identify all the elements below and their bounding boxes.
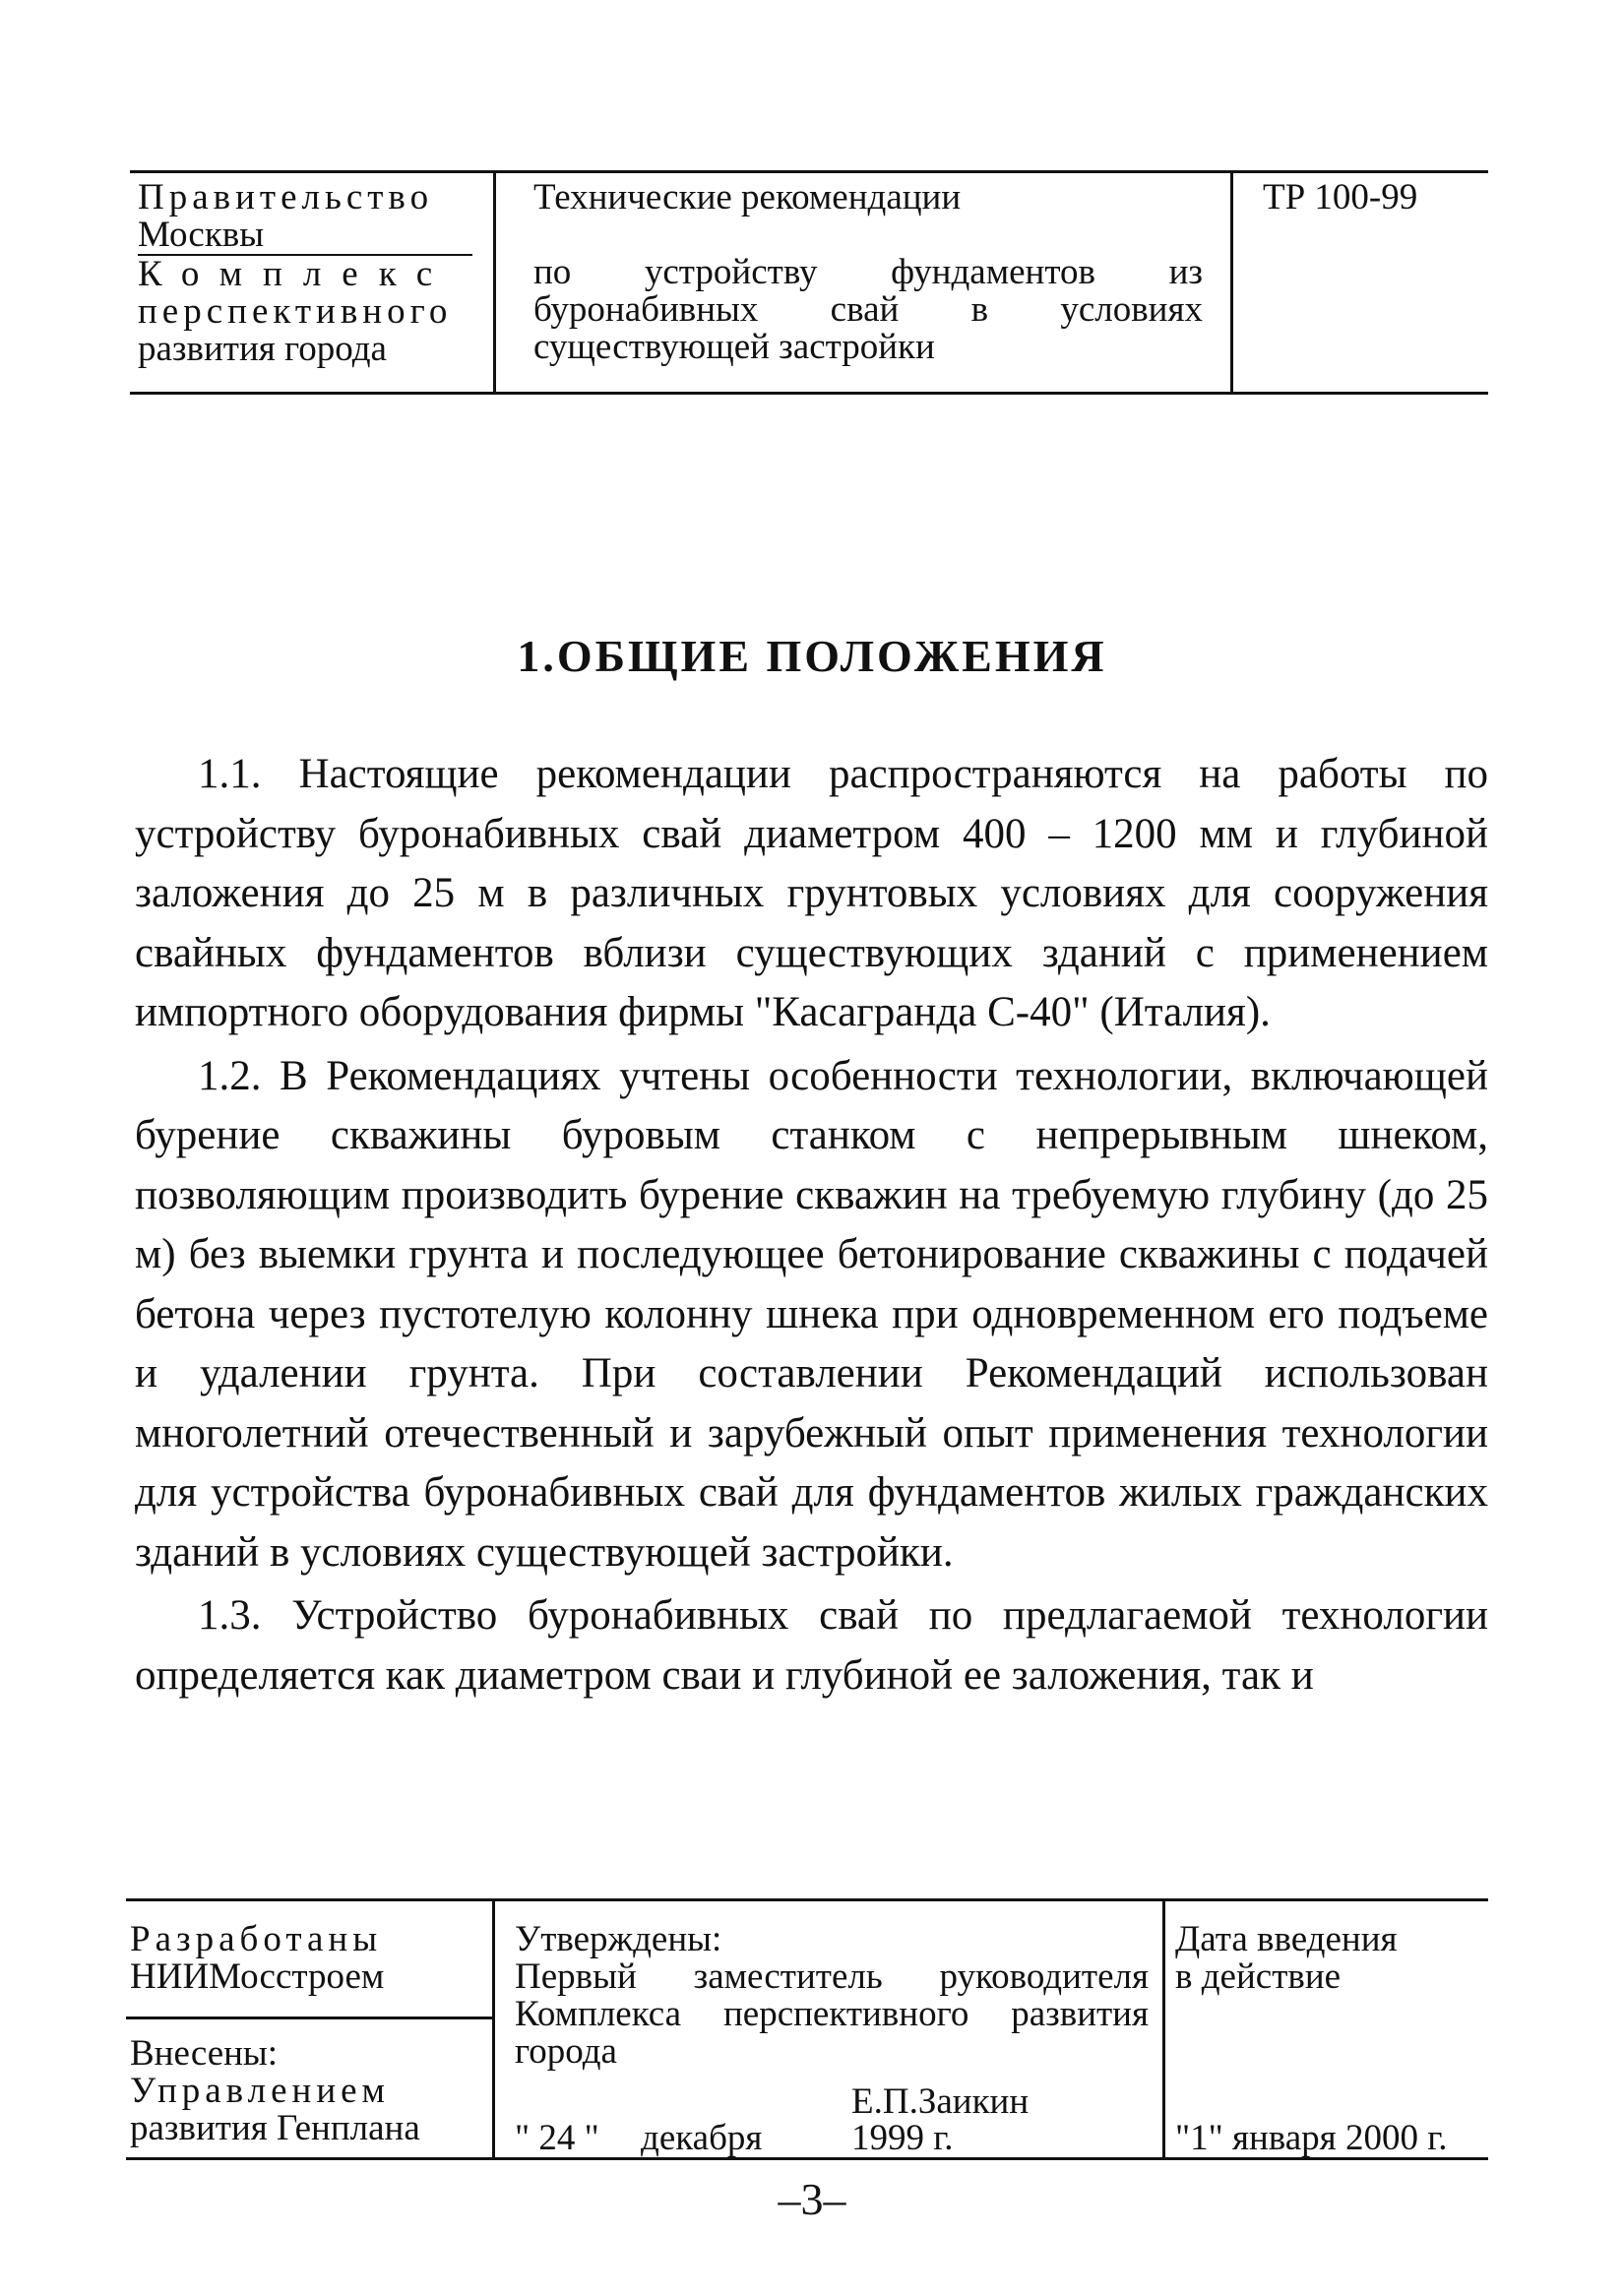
submitted-label: Внесены: <box>130 2033 279 2074</box>
submitted-by-line-2: развития Генплана <box>130 2108 420 2148</box>
developer-block <box>126 1901 492 2019</box>
doc-type: Технические рекомендации <box>533 177 962 217</box>
developed-label: Разработаны <box>130 1919 383 1959</box>
doc-code: ТР 100-99 <box>1263 177 1418 217</box>
approver-name: Е.П.Заикин <box>851 2081 1030 2122</box>
org-line-2 <box>138 217 485 256</box>
header-organization-cell <box>130 173 493 392</box>
approved-year: 1999 г. <box>851 2118 954 2158</box>
paragraph-1-2: 1.2. В Рекомендациях учтены особенности технологии, включающей бурение скважины буровым станком с непрерывным шнеком, позволяющим производить бурение скважин на требуемую глубину (до 25 м) без выемки грунта и последующее бетонирование скважины с подачей бетона через пустотелую колонну шнека при одновременном его подъеме и удалении грунта. При составлении Рекомендаций использован многолетний отечественный и зарубежный опыт применения технологии для устройства буронабивных свай для фундаментов жилых гражданских зданий в условиях существующей застройки. <box>135 1052 1488 1576</box>
approved-label: Утверждены: <box>515 1919 722 1959</box>
effective-label-line-1: Дата введения <box>1175 1919 1398 1959</box>
doc-title-line-3: существующей застройки <box>533 327 935 367</box>
approved-month: декабря <box>641 2118 763 2158</box>
approved-line-1: Первый заместитель руководителя <box>515 1956 1149 1997</box>
doc-title-line-2: буронабивных свай в условиях <box>533 289 1203 330</box>
page-number: –3– <box>778 2174 846 2224</box>
submitter-block <box>126 2019 492 2147</box>
header-title-cell <box>493 173 1233 392</box>
body-text <box>135 745 1488 1709</box>
approved-line-2: Комплекса перспективного развития <box>515 1994 1149 2034</box>
org-line-1: Правительство <box>138 177 434 217</box>
submitted-by-line-1: Управлением <box>130 2071 390 2111</box>
paragraph-1-3: 1.3. Устройство буронабивных свай по предлагаемой технологии определяется как диаметром сваи и глубиной ее заложения, так и <box>135 1592 1488 1699</box>
effective-date: "1" января 2000 г. <box>1175 2118 1448 2158</box>
footer-approval-cell <box>492 1901 1165 2157</box>
footer-effective-date-cell <box>1165 1901 1488 2157</box>
approved-day: " 24 " <box>515 2118 599 2158</box>
effective-label-line-2: в действие <box>1175 1956 1342 1997</box>
developed-by: НИИМосстроем <box>130 1956 385 1997</box>
org-line-3: Комплекс <box>138 254 454 294</box>
doc-title-line-1: по устройству фундаментов из <box>533 252 1203 292</box>
document-header-table <box>130 170 1488 395</box>
document-footer-table <box>126 1898 1488 2160</box>
org-line-2-text: Москвы <box>138 217 472 256</box>
section-title: 1.ОБЩИЕ ПОЛОЖЕНИЯ <box>517 631 1107 681</box>
footer-developer-cell <box>126 1901 492 2157</box>
paragraph-1-1: 1.1. Настоящие рекомендации распространяются на работы по устройству буронабивных свай диаметром 400 – 1200 мм и глубиной заложения до 25 м в различных грунтовых условиях для сооружения свайных фундаментов вблизи существующих зданий с применением импортного оборудования фирмы "Касагранда С-40" (Италия). <box>135 751 1488 1035</box>
approved-line-3: города <box>515 2031 617 2072</box>
org-line-5: развития города <box>138 329 387 369</box>
org-line-4: перспективного <box>138 291 453 332</box>
